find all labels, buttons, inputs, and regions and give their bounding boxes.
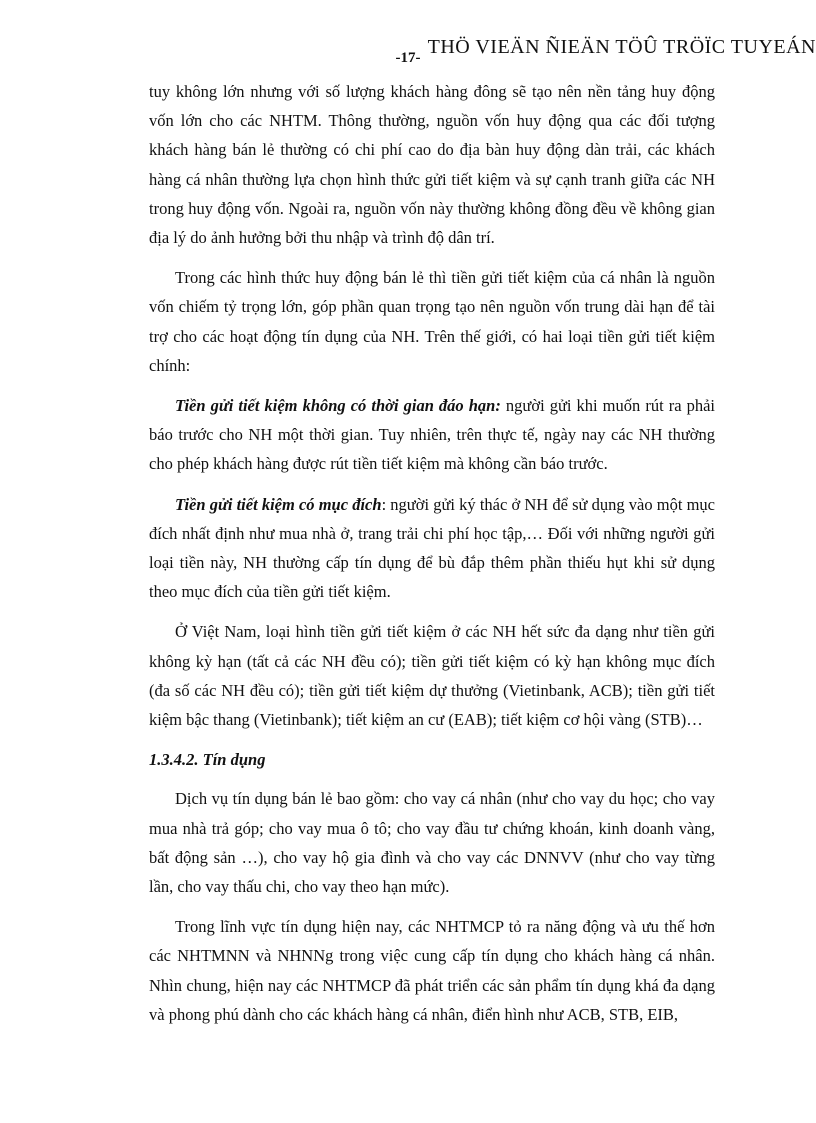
section-heading: 1.3.4.2. Tín dụng	[149, 750, 266, 770]
library-watermark: THÖ VIEÄN ÑIEÄN TÖÛ TRÖÏC TUYEÁN	[427, 36, 816, 58]
paragraph-4	[149, 490, 715, 607]
paragraph-4-text: : người gửi ký thác ở NH để sử dụng vào một mục đích nhất định như mua nhà ở, trang trải chi phí học tập,… Đối với những người gửi loại tiền này, NH thường cấp tín dụng để bù đắp thêm phần thiếu hụt khi sử dụng theo mục đích của tiền gửi tiết kiệm.	[149, 494, 715, 602]
paragraph-3	[149, 391, 715, 479]
paragraph-3-text: người gửi khi muốn rút ra phải báo trước cho NH một thời gian. Tuy nhiên, trên thực tế, ngày nay các NH thường cho phép khách hàng được rút tiền tiết kiệm mà không cần báo trước.	[149, 396, 715, 474]
paragraph-6: Dịch vụ tín dụng bán lẻ bao gồm: cho vay cá nhân (như cho vay du học; cho vay mua nhà trả góp; cho vay mua ô tô; cho vay đầu tư chứng khoán, kinh doanh vàng, bất động sản …), cho vay hộ gia đình và cho vay các DNNVV (như cho vay từng lần, cho vay thấu chi, cho vay theo hạn mức).	[149, 789, 715, 897]
page-number: -17-	[395, 50, 421, 66]
paragraph-4-lead: Tiền gửi tiết kiệm có mục đích	[175, 494, 382, 514]
paragraph-1: tuy không lớn nhưng với số lượng khách hàng đông sẽ tạo nên nền tảng huy động vốn lớn cho các NHTM. Thông thường, nguồn vốn huy động qua các đối tượng khách hàng bán lẻ thường có chi phí cao do địa bàn huy động dàn trải, các khách hàng cá nhân thường lựa chọn hình thức gửi tiết kiệm và sự cạnh tranh giữa các NH trong huy động vốn. Ngoài ra, nguồn vốn này thường không đồng đều về không gian địa lý do ảnh hưởng bởi thu nhập và trình độ dân trí.	[149, 82, 715, 248]
paragraph-3-lead: Tiền gửi tiết kiệm không có thời gian đáo hạn:	[175, 396, 501, 416]
paragraph-5: Ở Việt Nam, loại hình tiền gửi tiết kiệm ở các NH hết sức đa dạng như tiền gửi không kỳ hạn (tất cả các NH đều có); tiền gửi tiết kiệm có kỳ hạn không mục đích (đa số các NH đều có); tiền gửi tiết kiệm dự thưởng (Vietinbank, ACB); tiền gửi tiết kiệm bậc thang (Vietinbank); tiết kiệm an cư (EAB); tiết kiệm cơ hội vàng (STB)…	[149, 622, 715, 730]
paragraph-2: Trong các hình thức huy động bán lẻ thì tiền gửi tiết kiệm của cá nhân là nguồn vốn chiếm tỷ trọng lớn, góp phần quan trọng tạo nên nguồn vốn trung dài hạn để tài trợ cho các hoạt động tín dụng của NH. Trên thế giới, có hai loại tiền gửi tiết kiệm chính:	[149, 268, 715, 375]
paragraph-7: Trong lĩnh vực tín dụng hiện nay, các NHTMCP tỏ ra năng động và ưu thế hơn các NHTMNN và NHNNg trong việc cung cấp tín dụng cho khách hàng cá nhân. Nhìn chung, hiện nay các NHTMCP đã phát triển các sản phẩm tín dụng khá đa dạng và phong phú dành cho các khách hàng cá nhân, điển hình như ACB, STB, EIB,	[149, 917, 715, 1024]
document-body	[149, 77, 715, 1040]
